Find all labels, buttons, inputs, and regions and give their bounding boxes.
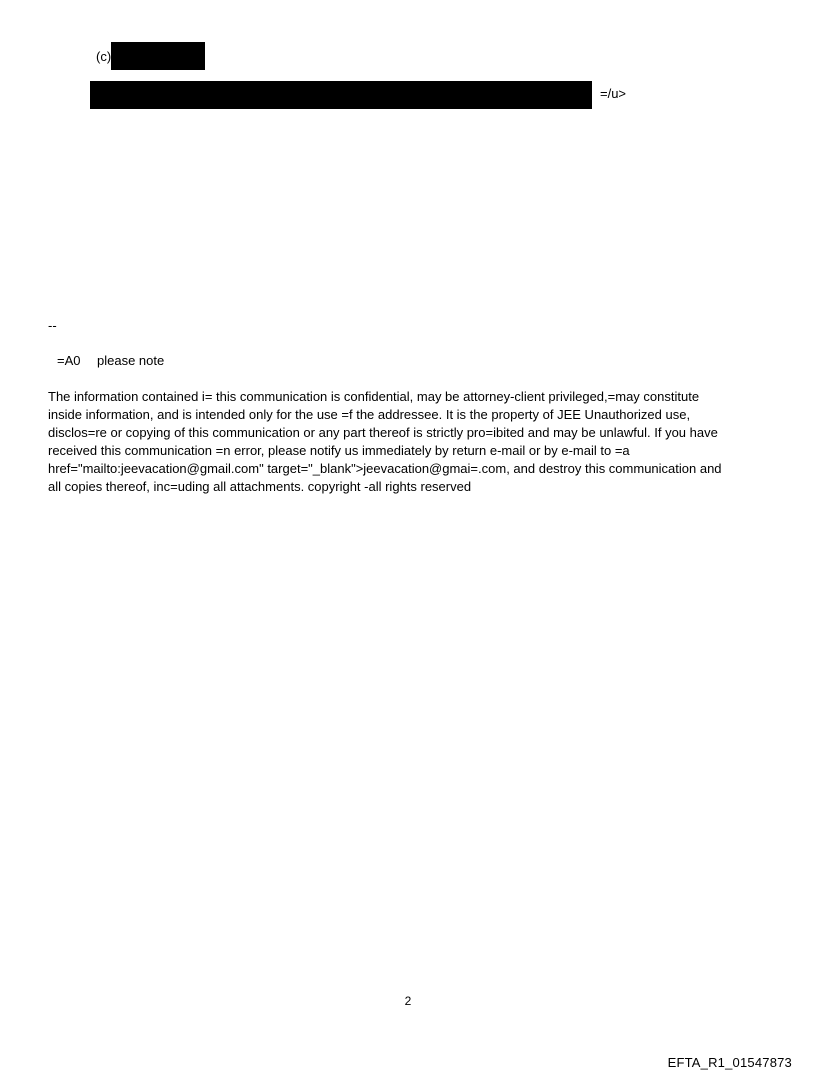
note-line	[57, 352, 164, 370]
disclaimer-line: The information contained i= this communication is confidential, may be attorney-client privileged,=may constitute	[48, 389, 700, 404]
disclaimer-line: disclos=re or copying of this communication or any part thereof is strictly pro=ibited and may be unlawful. If you have	[48, 425, 718, 440]
disclaimer-line: href="mailto:jeevacation@gmail.com" target="_blank">jeevacation@gmai=.com, and destroy this communication and	[48, 461, 722, 476]
note-label: please note	[97, 353, 165, 368]
disclaimer-line: received this communication =n error, please notify us immediately by return e-mail or by e-mail to =a	[48, 443, 630, 458]
disclaimer-line: all copies thereof, inc=uding all attachments. copyright -all rights reserved	[48, 479, 472, 494]
recipient-label: (c)	[96, 49, 112, 64]
html-fragment-text: =/u>	[600, 86, 627, 101]
bates-number: EFTA_R1_01547873	[667, 1055, 792, 1070]
redaction-box	[90, 81, 592, 109]
confidentiality-disclaimer	[48, 388, 772, 496]
note-code: =A0	[57, 353, 81, 368]
redaction-box	[111, 42, 205, 70]
page-number: 2	[404, 994, 412, 1008]
signature-separator: --	[48, 318, 57, 333]
disclaimer-line: inside information, and is intended only for the use =f the addressee. It is the property of JEE Unauthorized use,	[48, 407, 691, 422]
